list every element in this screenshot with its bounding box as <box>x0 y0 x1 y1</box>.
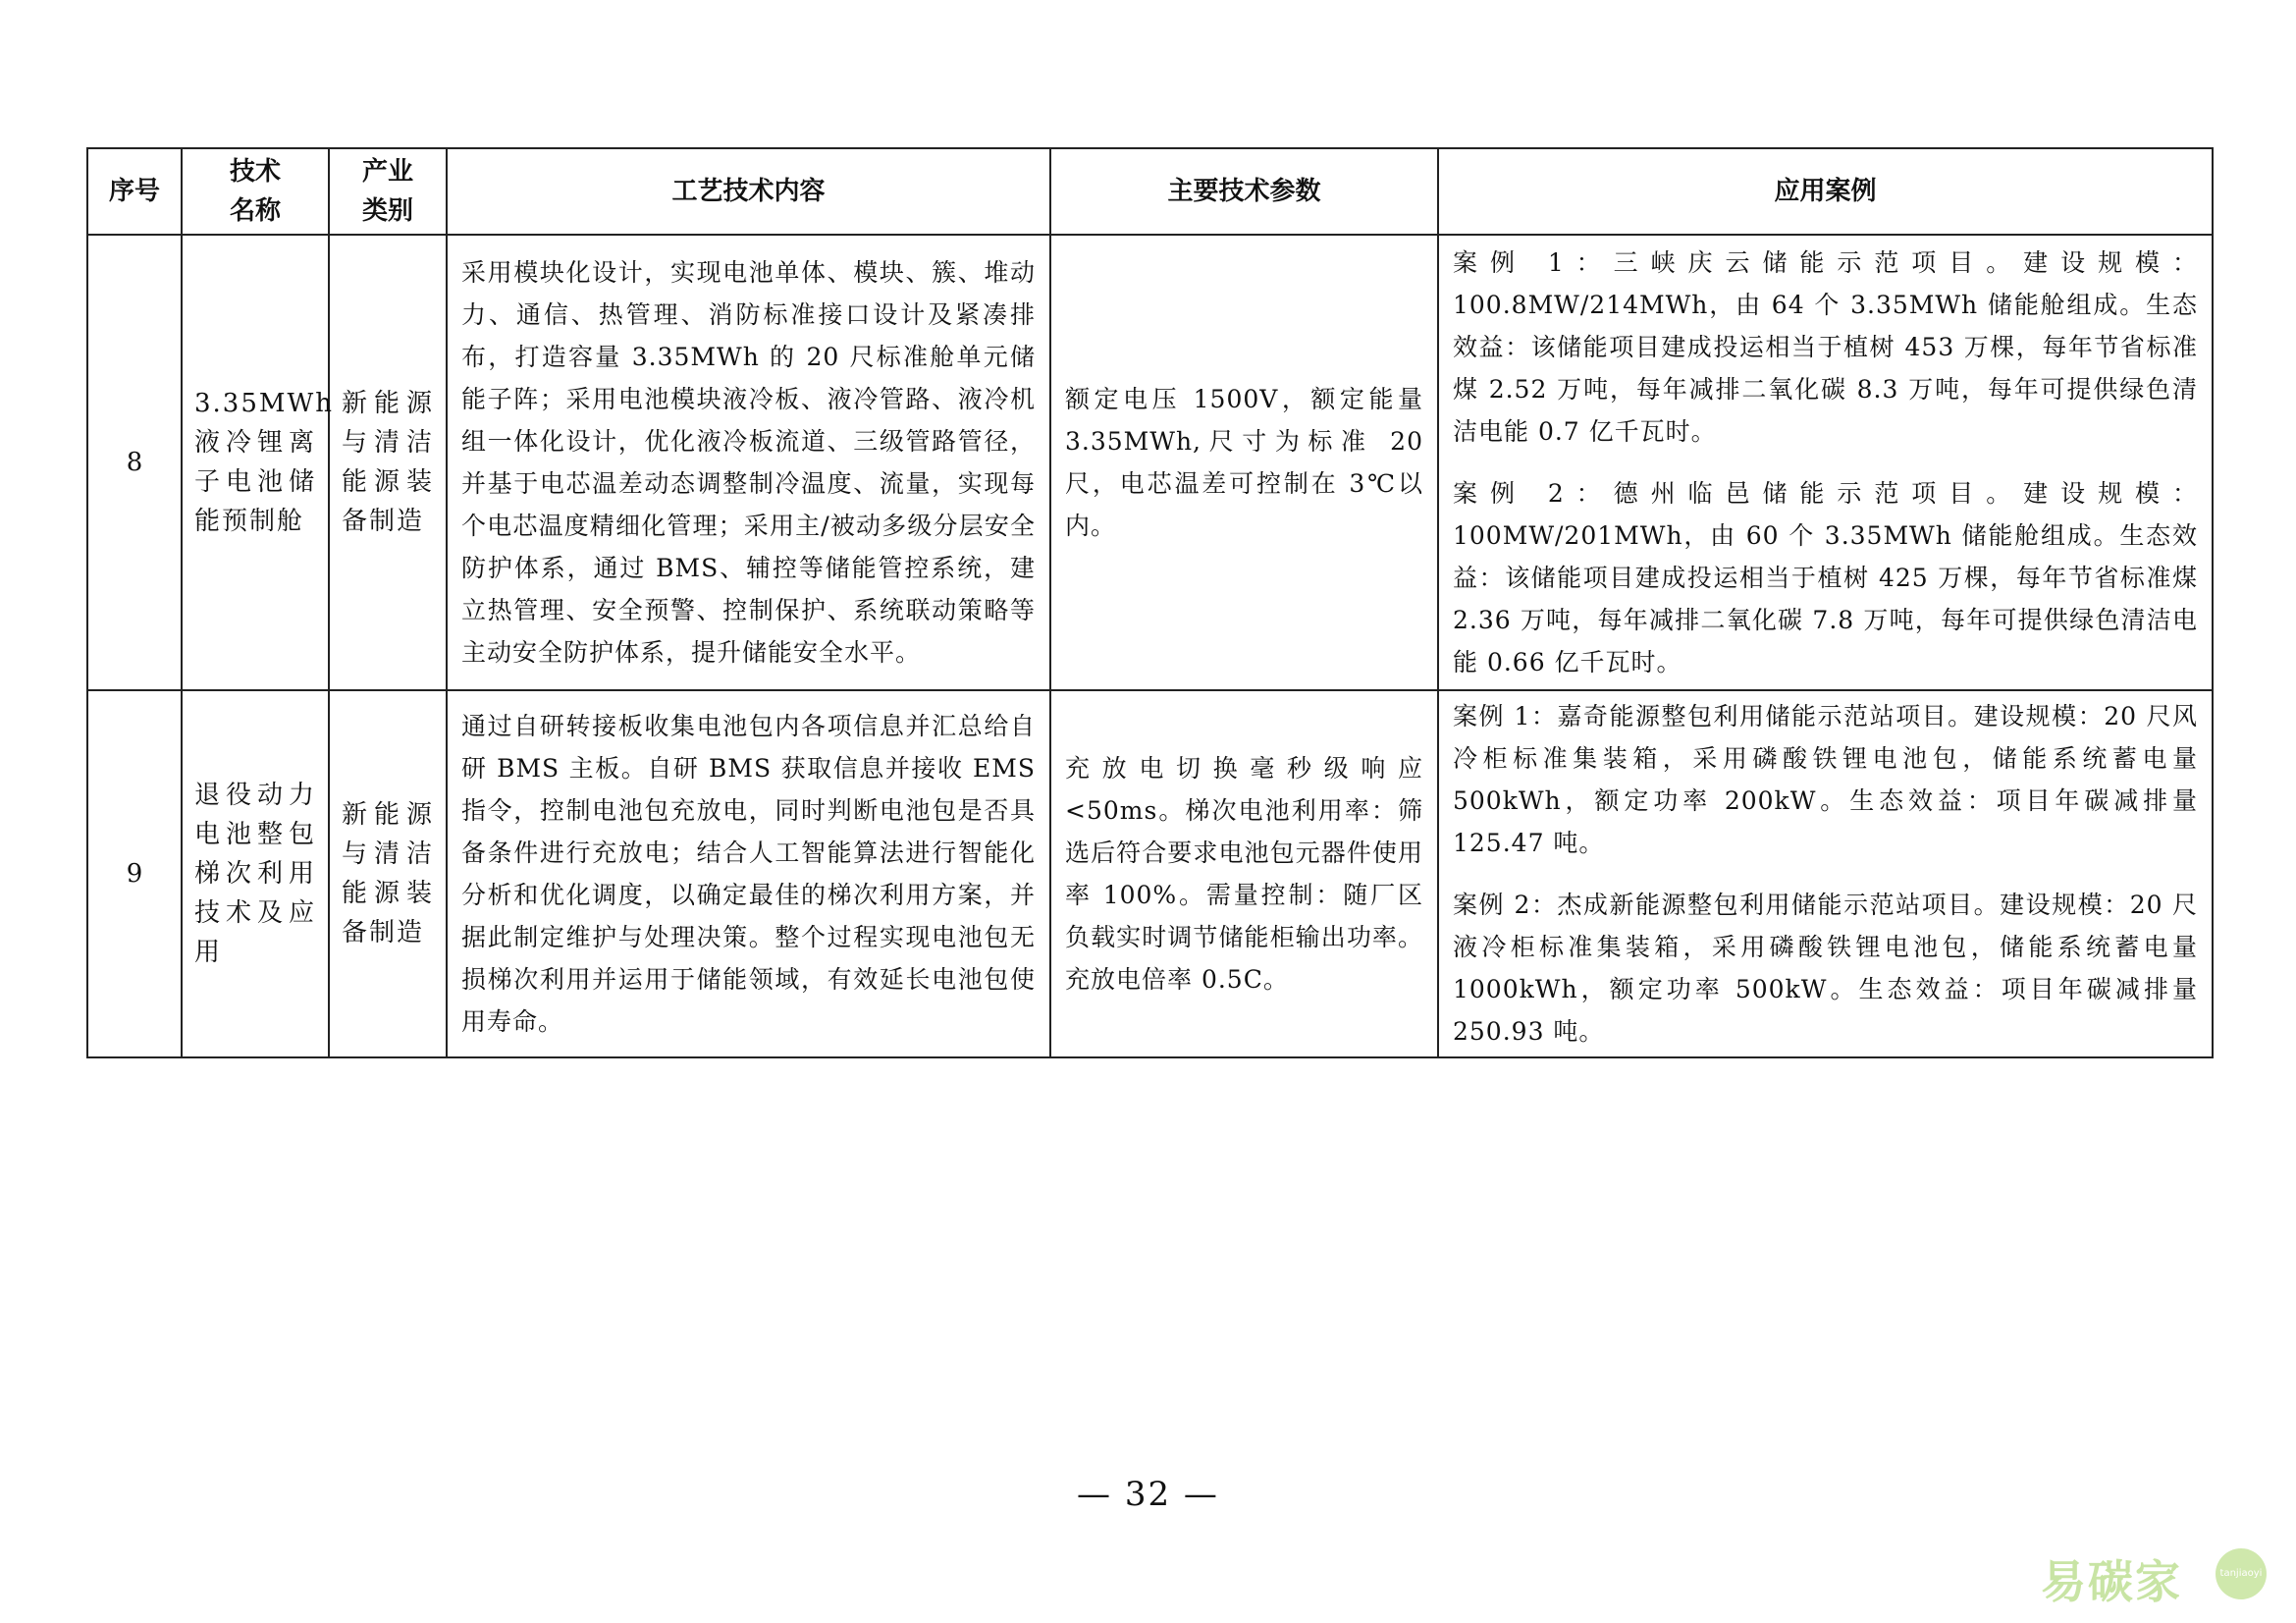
case-paragraph: 案例 2：杰成新能源整包利用储能示范站项目。建设规模：20 尺液冷柜标准集装箱，采用磷酸铁锂电池包，储能系统蓄电量 1000kWh，额定功率 500kW。生态效益：项目年碳减排量 250.93 吨。 <box>1453 891 2198 1046</box>
technology-table <box>86 147 2214 1058</box>
application-cases <box>1438 235 2213 690</box>
industry-category: 新能源与清洁能源装备制造 <box>329 235 447 690</box>
header-no: 序号 <box>87 148 182 235</box>
row-number: 9 <box>87 690 182 1057</box>
technology-name: 退役动力电池整包梯次利用技术及应用 <box>182 690 329 1057</box>
header-params: 主要技术参数 <box>1050 148 1438 235</box>
header-name-line1: 技术 <box>229 157 281 187</box>
header-name <box>182 148 329 235</box>
watermark-brand: 易碳家 <box>2041 1555 2182 1608</box>
case-paragraph: 案例 2：德州临邑储能示范项目。建设规模：100MW/201MWh，由 60 个 3.35MWh 储能舱组成。生态效益：该储能项目建成投运相当于植树 425 万棵，每年节省标准煤 2.36 万吨，每年减排二氧化碳 7.8 万吨，每年可提供绿色清洁电能 0.66 亿千瓦时。 <box>1453 479 2198 676</box>
watermark-logo <box>2041 1541 2267 1608</box>
header-industry-line2: 类别 <box>361 196 413 226</box>
table-row <box>87 690 2213 1057</box>
process-content: 通过自研转接板收集电池包内各项信息并汇总给自研 BMS 主板。自研 BMS 获取信息并接收 EMS 指令，控制电池包充放电，同时判断电池包是否具备条件进行充放电；结合人工智能算法进行智能化分析和优化调度，以确定最佳的梯次利用方案，并据此制定维护与处理决策。整个过程实现电池包无损梯次利用并运用于储能领域，有效延长电池包使用寿命。 <box>447 690 1050 1057</box>
technical-params: 额定电压 1500V，额定能量 3.35MWh,尺寸为标准 20 尺，电芯温差可控制在 3℃以内。 <box>1050 235 1438 690</box>
industry-category: 新能源与清洁能源装备制造 <box>329 690 447 1057</box>
page-number: — 32 — <box>1077 1475 1219 1514</box>
header-name-line2: 名称 <box>229 196 281 226</box>
case-paragraph: 案例 1：嘉奇能源整包利用储能示范站项目。建设规模：20 尺风冷柜标准集装箱，采用磷酸铁锂电池包，储能系统蓄电量 500kWh，额定功率 200kW。生态效益：项目年碳减排量 125.47 吨。 <box>1453 702 2198 857</box>
watermark-badge-icon: tanjiaoyi <box>2216 1548 2267 1599</box>
application-cases <box>1438 690 2213 1057</box>
header-industry <box>329 148 447 235</box>
row-number: 8 <box>87 235 182 690</box>
technology-name: 3.35MWh液冷锂离子电池储能预制舱 <box>182 235 329 690</box>
header-cases: 应用案例 <box>1438 148 2213 235</box>
table-header-row <box>87 148 2213 235</box>
table-row <box>87 235 2213 690</box>
header-process: 工艺技术内容 <box>447 148 1050 235</box>
technical-params: 充放电切换毫秒级响应<50ms。梯次电池利用率：筛选后符合要求电池包元器件使用率 100%。需量控制：随厂区负载实时调节储能柜输出功率。充放电倍率 0.5C。 <box>1050 690 1438 1057</box>
process-content: 采用模块化设计，实现电池单体、模块、簇、堆动力、通信、热管理、消防标准接口设计及紧凑排布，打造容量 3.35MWh 的 20 尺标准舱单元储能子阵；采用电池模块液冷板、液冷管路、液冷机组一体化设计，优化液冷板流道、三级管路管径，并基于电芯温差动态调整制冷温度、流量，实现每个电芯温度精细化管理；采用主/被动多级分层安全防护体系，通过 BMS、辅控等储能管控系统，建立热管理、安全预警、控制保护、系统联动策略等主动安全防护体系，提升储能安全水平。 <box>447 235 1050 690</box>
case-paragraph: 案例 1：三峡庆云储能示范项目。建设规模：100.8MW/214MWh，由 64 个 3.35MWh 储能舱组成。生态效益：该储能项目建成投运相当于植树 453 万棵，每年节省标准煤 2.52 万吨，每年减排二氧化碳 8.3 万吨，每年可提供绿色清洁电能 0.7 亿千瓦时。 <box>1453 248 2198 446</box>
header-industry-line1: 产业 <box>361 157 413 187</box>
